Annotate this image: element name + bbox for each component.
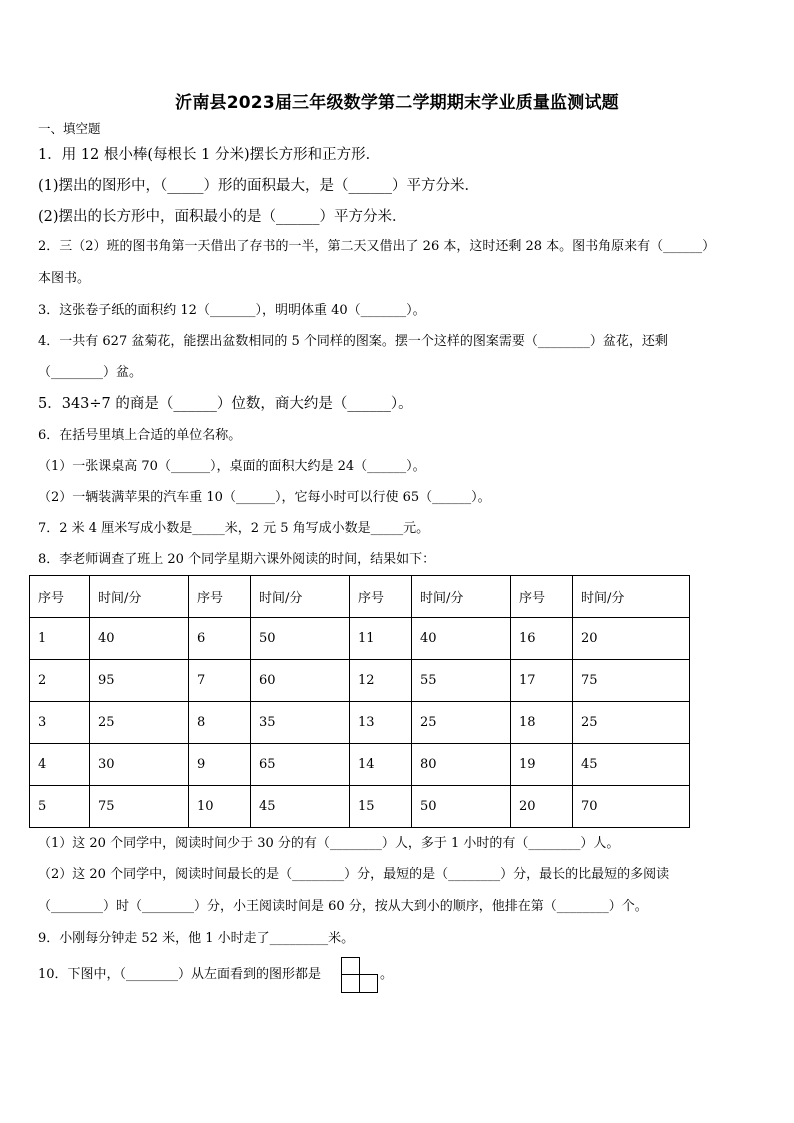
- table-header-cell: 序号: [30, 576, 90, 618]
- table-row: [30, 660, 690, 702]
- question-1-stem: 1．用 12 根小棒(每根长 1 分米)摆长方形和正方形．: [38, 147, 381, 163]
- table-cell: 25: [573, 702, 690, 744]
- table-cell: 65: [251, 744, 350, 786]
- question-8-part-2-line-2: （________）时（________）分，小王阅读时间是 60 分，按从大到小的顺序，他排在第（________）个。: [38, 899, 648, 914]
- table-cell: 25: [412, 702, 511, 744]
- question-8-part-2-line-1: （2）这 20 个同学中，阅读时间最长的是（________）分，最短的是（________）分，最长的比最短的多阅读: [38, 867, 670, 882]
- table-cell: 13: [350, 702, 412, 744]
- table-cell: 3: [30, 702, 90, 744]
- table-row: [30, 702, 690, 744]
- table-cell: 60: [251, 660, 350, 702]
- table-cell: 55: [412, 660, 511, 702]
- table-header-cell: 序号: [350, 576, 412, 618]
- question-3: 3．这张卷子纸的面积约 12（_______），明明体重 40（_______）。: [38, 303, 426, 318]
- table-cell: 20: [511, 786, 573, 828]
- table-cell: 16: [511, 618, 573, 660]
- table-cell: 4: [30, 744, 90, 786]
- question-4-line-2: （________）盆。: [38, 365, 143, 380]
- question-6-part-2: （2）一辆装满苹果的汽车重 10（______），它每小时可以行使 65（______）。: [38, 490, 491, 505]
- table-cell: 17: [511, 660, 573, 702]
- table-cell: 9: [189, 744, 251, 786]
- table-cell: 75: [90, 786, 189, 828]
- table-row: [30, 618, 690, 660]
- table-header-cell: 时间/分: [412, 576, 511, 618]
- section-heading: 一、填空题: [38, 121, 101, 136]
- figure-square-bottom-right: [359, 974, 378, 993]
- table-header-cell: 序号: [511, 576, 573, 618]
- question-8-stem: 8．李老师调查了班上 20 个同学星期六课外阅读的时间，结果如下：: [38, 552, 436, 567]
- table-cell: 40: [412, 618, 511, 660]
- table-cell: 50: [412, 786, 511, 828]
- table-cell: 5: [30, 786, 90, 828]
- table-header-cell: 序号: [189, 576, 251, 618]
- table-cell: 2: [30, 660, 90, 702]
- three-square-figure: [341, 957, 379, 993]
- table-cell: 40: [90, 618, 189, 660]
- table-cell: 30: [90, 744, 189, 786]
- table-cell: 10: [189, 786, 251, 828]
- question-5: 5．343÷7 的商是（______）位数，商大约是（______）。: [38, 396, 413, 412]
- table-cell: 70: [573, 786, 690, 828]
- table-cell: 45: [251, 786, 350, 828]
- table-cell: 80: [412, 744, 511, 786]
- question-2-line-2: 本图书。: [38, 271, 91, 286]
- table-header-cell: 时间/分: [573, 576, 690, 618]
- question-8-part-1: （1）这 20 个同学中，阅读时间少于 30 分的有（________）人，多于 1 小时的有（________）人。: [38, 836, 620, 851]
- table-row: [30, 744, 690, 786]
- question-4-line-1: 4．一共有 627 盆菊花，能摆出盆数相同的 5 个同样的图案。摆一个这样的图案需要（________）盆花，还剩: [38, 334, 668, 349]
- table-cell: 20: [573, 618, 690, 660]
- question-10-text: 10．下图中，（________）从左面看到的图形都是: [38, 967, 322, 982]
- table-cell: 95: [90, 660, 189, 702]
- table-header-cell: 时间/分: [90, 576, 189, 618]
- table-cell: 18: [511, 702, 573, 744]
- table-cell: 19: [511, 744, 573, 786]
- question-6-part-1: （1）一张课桌高 70（______），桌面的面积大约是 24（______）。: [38, 459, 426, 474]
- question-2-line-1: 2．三（2）班的图书角第一天借出了存书的一半，第二天又借出了 26 本，这时还剩 28 本。图书角原来有（______）: [38, 239, 716, 254]
- table-cell: 50: [251, 618, 350, 660]
- table-cell: 11: [350, 618, 412, 660]
- table-header-cell: 时间/分: [251, 576, 350, 618]
- table-cell: 7: [189, 660, 251, 702]
- table-cell: 45: [573, 744, 690, 786]
- page-title: 沂南县2023届三年级数学第二学期期末学业质量监测试题: [175, 93, 619, 113]
- question-10-end: 。: [380, 967, 394, 982]
- table-cell: 6: [189, 618, 251, 660]
- table-cell: 15: [350, 786, 412, 828]
- question-6-stem: 6．在括号里填上合适的单位名称。: [38, 428, 242, 443]
- question-9: 9．小刚每分钟走 52 米，他 1 小时走了_________米。: [38, 931, 355, 946]
- table-row: [30, 786, 690, 828]
- table-cell: 1: [30, 618, 90, 660]
- reading-time-table: [29, 575, 690, 828]
- question-7: 7．2 米 4 厘米写成小数是_____米，2 元 5 角写成小数是_____元。: [38, 521, 430, 536]
- question-1-part-2: (2)摆出的长方形中，面积最小的是（______）平方分米．: [38, 209, 407, 225]
- table-cell: 35: [251, 702, 350, 744]
- table-header-row: [30, 576, 690, 618]
- table-cell: 8: [189, 702, 251, 744]
- table-cell: 12: [350, 660, 412, 702]
- table-cell: 14: [350, 744, 412, 786]
- table-cell: 75: [573, 660, 690, 702]
- question-1-part-1: (1)摆出的图形中，（_____）形的面积最大，是（______）平方分米．: [38, 178, 480, 194]
- figure-square-bottom-left: [341, 974, 360, 993]
- table-cell: 25: [90, 702, 189, 744]
